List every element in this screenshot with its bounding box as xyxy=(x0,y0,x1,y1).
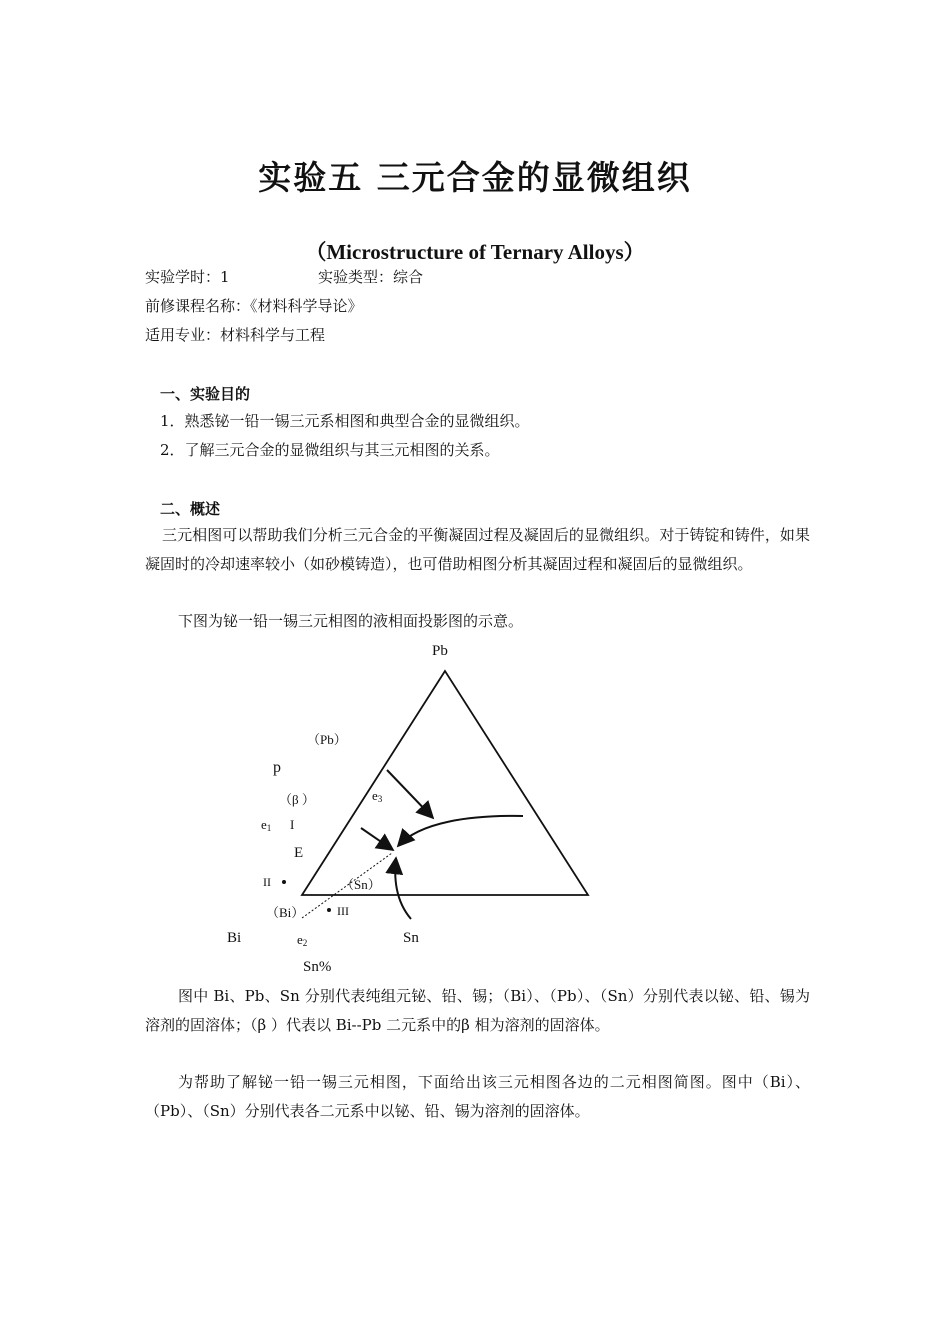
label-bi-vertex: Bi xyxy=(227,930,242,946)
triangle-outline xyxy=(302,671,588,895)
section2-heading: 二、概述 xyxy=(160,500,221,518)
page-title: 实验五 三元合金的显微组织 xyxy=(258,158,692,197)
section2-paragraph-2: 下图为铋一铅一锡三元相图的液相面投影图的示意。 xyxy=(178,612,524,630)
arrow-e3-to-E xyxy=(387,770,433,818)
section1-item-1: 1．熟悉铋一铅一锡三元系相图和典型合金的显微组织。 xyxy=(160,412,530,430)
section2-paragraph-3: 图中 Bi、Pb、Sn 分别代表纯组元铋、铅、锡；（Bi）、（Pb）、（Sn）分别代表以铋、铅、锡为溶剂的固溶体；（β ）代表以 Bi--Pb 二元系中的β 相为溶剂的固溶体。 xyxy=(145,987,810,1034)
arrow-e1-to-E xyxy=(361,828,393,850)
label-pb-vertex: Pb xyxy=(432,643,448,659)
section2-paragraph-1: 三元相图可以帮助我们分析三元合金的平衡凝固过程及凝固后的显微组织。对于铸锭和铸件，如果凝固时的冷却速率较小（如砂模铸造），也可借助相图分析其凝固过程和凝固后的显微组织。 xyxy=(145,526,810,573)
page-subtitle: （Microstructure of Ternary Alloys） xyxy=(305,240,645,264)
label-beta: （β ） xyxy=(279,792,315,807)
meta-prereq: 前修课程名称：《材料科学导论》 xyxy=(145,297,363,315)
arrow-e2-to-E xyxy=(395,858,411,919)
label-pb-phase: （Pb） xyxy=(307,732,347,747)
section2-paragraph-4: 为帮助了解铋一铅一锡三元相图，下面给出该三元相图各边的二元相图简图。图中（Bi）、（Pb）、（Sn）分别代表各二元系中以铋、铅、锡为溶剂的固溶体。 xyxy=(145,1073,810,1120)
section1-heading: 一、实验目的 xyxy=(160,385,251,403)
label-sn-percent: Sn% xyxy=(303,959,332,975)
label-e1: $e_1$ xyxy=(261,817,272,833)
label-roman-2: II xyxy=(263,875,271,889)
label-e2: $e_2$ xyxy=(297,932,308,948)
point-III xyxy=(327,908,331,912)
label-sn-phase: （Sn） xyxy=(341,877,381,892)
label-roman-3: III xyxy=(337,904,349,918)
meta-major: 适用专业：材料科学与工程 xyxy=(145,326,326,344)
label-E: E xyxy=(294,845,304,861)
meta-hours: 实验学时：1 xyxy=(145,268,230,286)
label-bi-phase: （Bi） xyxy=(266,905,305,920)
label-sn-vertex: Sn xyxy=(403,930,419,946)
meta-type: 实验类型：综合 xyxy=(318,268,424,286)
label-e3: $e_3$ xyxy=(372,788,383,804)
label-roman-1: I xyxy=(290,817,295,832)
label-p: p xyxy=(273,759,281,776)
curve-to-E xyxy=(398,816,523,846)
point-II xyxy=(282,880,286,884)
section1-item-2: 2．了解三元合金的显微组织与其三元相图的关系。 xyxy=(160,441,500,459)
